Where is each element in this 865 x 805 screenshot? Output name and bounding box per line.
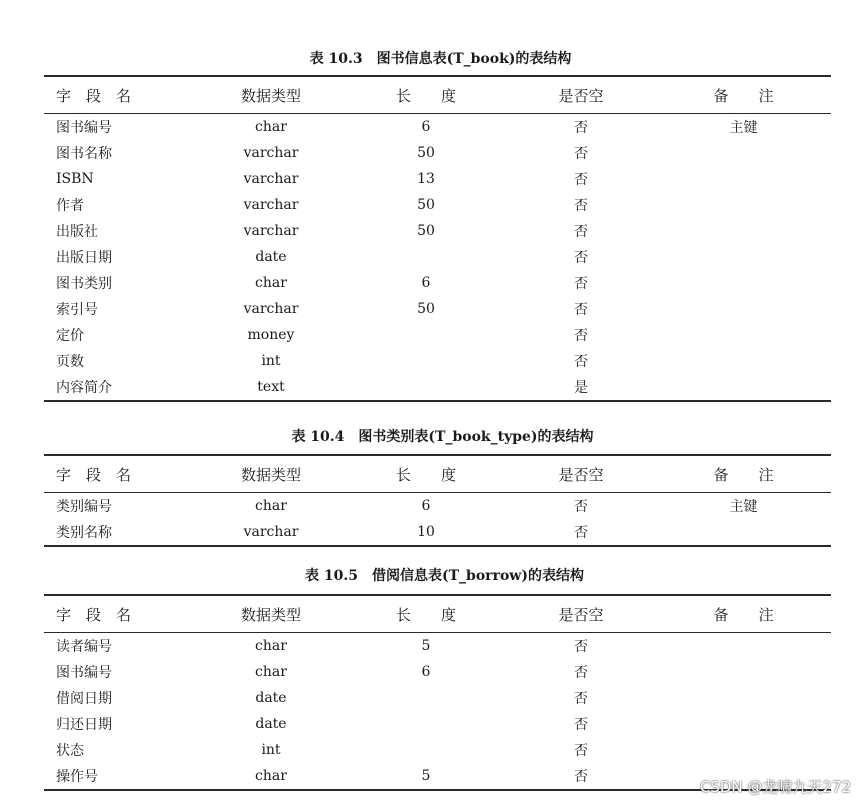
table-row [44, 244, 831, 270]
cell-field-name: 图书名称 [56, 146, 112, 162]
cell-remark: 主键 [729, 499, 758, 515]
cell-data-type: date [255, 690, 287, 706]
cell-length: 50 [417, 145, 435, 161]
cell-field-name: 页数 [56, 354, 84, 370]
header-remark: 备 注 [656, 76, 831, 114]
cell-nullable: 否 [574, 743, 588, 759]
cell-remark [656, 659, 831, 685]
cell-length: 50 [417, 223, 435, 239]
cell-field-name: 图书编号 [56, 665, 112, 681]
table-caption: 表 10.3 图书信息表(T_book)的表结构 [309, 51, 572, 67]
cell-field-name: 图书类别 [56, 276, 112, 292]
cell-length: 13 [417, 171, 435, 187]
cell-length [346, 374, 506, 401]
header-nullable: 是否空 [506, 455, 656, 493]
cell-data-type: char [255, 664, 287, 680]
cell-data-type: char [255, 119, 287, 135]
cell-field-name: 借阅日期 [56, 691, 112, 707]
header-length: 长 度 [346, 455, 506, 493]
cell-nullable: 否 [574, 665, 588, 681]
table-row [44, 633, 831, 660]
table-caption: 表 10.5 借阅信息表(T_borrow)的表结构 [305, 568, 584, 584]
table-row [44, 114, 831, 141]
cell-length: 6 [421, 664, 431, 680]
header-length: 长 度 [346, 76, 506, 114]
cell-remark [656, 166, 831, 192]
header-nullable: 是否空 [506, 595, 656, 633]
cell-field-name: 读者编号 [56, 639, 112, 655]
cell-remark [656, 374, 831, 401]
cell-length: 6 [421, 119, 431, 135]
cell-remark [656, 296, 831, 322]
cell-data-type: int [261, 353, 281, 369]
cell-field-name: 操作号 [44, 763, 196, 790]
cell-data-type: char [196, 763, 346, 790]
cell-nullable: 否 [574, 691, 588, 707]
cell-nullable: 否 [574, 717, 588, 733]
table-row [44, 685, 831, 711]
cell-remark [656, 218, 831, 244]
cell-data-type: date [255, 249, 287, 265]
cell-data-type: char [255, 498, 287, 514]
cell-nullable: 否 [574, 224, 588, 240]
cell-data-type: varchar [243, 301, 299, 317]
cell-data-type: varchar [243, 171, 299, 187]
table-t-book-type [44, 454, 831, 547]
header-nullable: 是否空 [506, 76, 656, 114]
cell-nullable: 否 [574, 172, 588, 188]
cell-remark [656, 140, 831, 166]
cell-data-type: varchar [196, 519, 346, 546]
cell-nullable: 否 [506, 763, 656, 790]
cell-remark [656, 519, 831, 546]
header-field-name: 字 段 名 [44, 76, 196, 114]
table-row [44, 374, 831, 401]
cell-data-type: varchar [243, 197, 299, 213]
cell-nullable: 否 [574, 302, 588, 318]
cell-data-type: varchar [243, 223, 299, 239]
table-row [44, 166, 831, 192]
cell-nullable: 否 [574, 639, 588, 655]
cell-data-type: char [255, 275, 287, 291]
table-row [44, 140, 831, 166]
cell-remark [656, 192, 831, 218]
header-length: 长 度 [346, 595, 506, 633]
cell-nullable: 否 [574, 328, 588, 344]
cell-data-type: money [247, 327, 295, 343]
cell-field-name: 类别编号 [56, 499, 112, 515]
table-row [44, 737, 831, 763]
cell-nullable: 否 [574, 250, 588, 266]
cell-data-type: char [255, 638, 287, 654]
cell-length [346, 348, 506, 374]
table-row [44, 218, 831, 244]
header-field-name: 字 段 名 [44, 455, 196, 493]
cell-length [346, 322, 506, 348]
cell-field-name: 定价 [56, 328, 84, 344]
cell-remark [656, 737, 831, 763]
table-row [44, 296, 831, 322]
table-row [44, 322, 831, 348]
cell-remark [656, 244, 831, 270]
cell-nullable: 否 [574, 146, 588, 162]
header-data-type: 数据类型 [196, 595, 346, 633]
cell-length: 6 [421, 498, 431, 514]
table-caption: 表 10.4 图书类别表(T_book_type)的表结构 [291, 429, 594, 445]
cell-remark: 主键 [729, 120, 758, 136]
watermark: CSDN @龙啸九天272 [699, 778, 851, 796]
cell-length: 10 [346, 519, 506, 546]
cell-field-name: 类别名称 [44, 519, 196, 546]
cell-length [346, 711, 506, 737]
table-t-book [44, 75, 831, 402]
cell-nullable: 否 [574, 120, 588, 136]
table-body [44, 493, 831, 547]
cell-remark [656, 685, 831, 711]
table-t-borrow [44, 594, 831, 791]
cell-remark [656, 348, 831, 374]
header-field-name: 字 段 名 [44, 595, 196, 633]
table-row [44, 711, 831, 737]
cell-field-name: 归还日期 [56, 717, 112, 733]
cell-length: 6 [421, 275, 431, 291]
cell-remark [656, 322, 831, 348]
table-row [44, 519, 831, 546]
cell-field-name: 出版社 [56, 224, 98, 240]
cell-nullable: 否 [574, 354, 588, 370]
cell-length [346, 244, 506, 270]
cell-data-type: int [261, 742, 281, 758]
header-data-type: 数据类型 [196, 455, 346, 493]
cell-length: 5 [421, 638, 431, 654]
table-body [44, 114, 831, 402]
cell-remark [656, 711, 831, 737]
cell-length: 50 [417, 301, 435, 317]
cell-data-type: date [255, 716, 287, 732]
cell-length: 50 [417, 197, 435, 213]
cell-nullable: 否 [506, 519, 656, 546]
cell-field-name: 索引号 [56, 302, 98, 318]
table-row [44, 493, 831, 520]
cell-field-name: 状态 [56, 743, 84, 759]
header-data-type: 数据类型 [196, 76, 346, 114]
cell-field-name: 图书编号 [56, 120, 112, 136]
cell-length [346, 737, 506, 763]
cell-data-type: text [196, 374, 346, 401]
cell-length: 5 [346, 763, 506, 790]
header-remark: 备 注 [656, 595, 831, 633]
table-row [44, 348, 831, 374]
cell-data-type: varchar [243, 145, 299, 161]
cell-field-name: 内容简介 [44, 374, 196, 401]
cell-remark [656, 633, 831, 660]
cell-nullable: 否 [574, 276, 588, 292]
cell-field-name: 出版日期 [56, 250, 112, 266]
cell-field-name: ISBN [56, 171, 94, 187]
table-row [44, 192, 831, 218]
cell-nullable: 否 [574, 499, 588, 515]
cell-nullable: 否 [574, 198, 588, 214]
table-row [44, 659, 831, 685]
table-body [44, 633, 831, 791]
cell-field-name: 作者 [56, 198, 84, 214]
cell-remark [656, 270, 831, 296]
table-row [44, 270, 831, 296]
cell-nullable: 是 [506, 374, 656, 401]
header-remark: 备 注 [656, 455, 831, 493]
cell-length [346, 685, 506, 711]
